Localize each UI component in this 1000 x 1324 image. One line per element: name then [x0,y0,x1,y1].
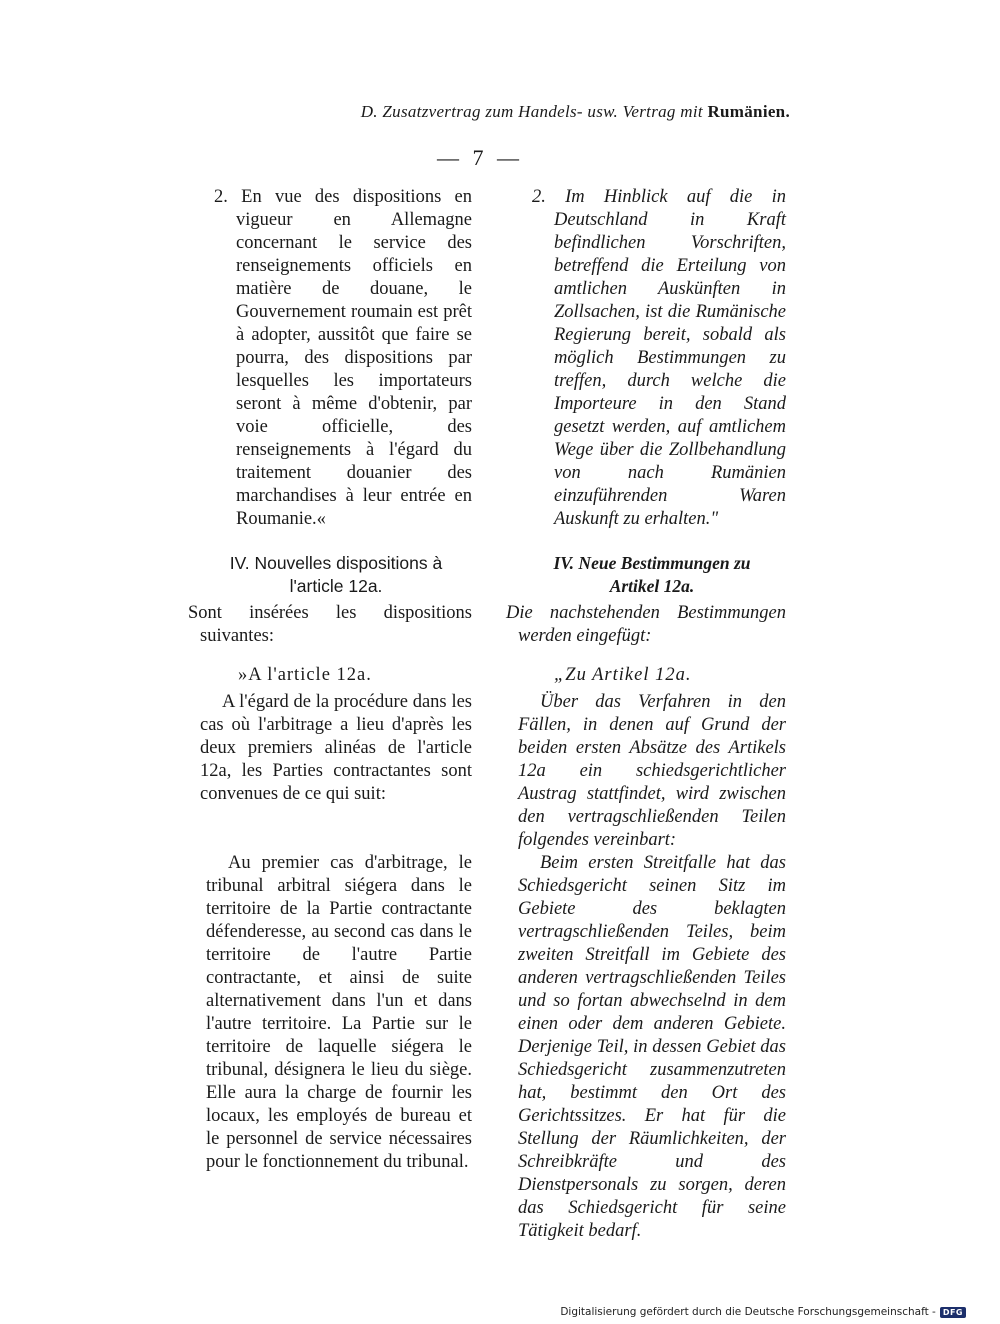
header-prefix: D. Zusatzvertrag zum Handels- usw. Vertrag mit [360,102,703,121]
french-intro: Sont insérées les dispositions suivantes: [188,603,472,646]
german-item-2-text: 2. Im Hinblick auf die in Deutschland in Kraft befindlichen Vorschriften, betreffend die Erteilung von amtlichen Auskünften in Zollsachen, ist die Rumänische Regierung bereit, sobald als möglich Bestimmungen zu treffen, durch welche die Importeure in den Stand gesetzt werden, auf amtlichem Wege über die Zollbehandlung von nach Rumänien einzuführenden Waren Auskunft zu erhalten." [532,187,786,529]
dfg-logo-icon: DFG [940,1307,966,1318]
digitization-footer [560,1306,966,1318]
german-para-2: Beim ersten Streitfalle hat das Schiedsgericht seinen Sitz im Gebiete des beklagten vertragschließenden Teiles, beim zweiten Streitfall im Gebiete des anderen vertragschließenden Teiles und so fortan abwechselnd in dem einen oder dem anderen Gebiete. Derjenige Teil, in dessen Gebiet das Schiedsgericht zusammenzutreten hat, bestimmt den Ort des Gerichtssitzes. Er hat für die Stellung der Räumlichkeiten, der Schreibkräfte und des Dienstpersonals zu sorgen, deren das Schiedsgericht für seine Tätigkeit bedarf. [518,853,786,1241]
german-para-1: Über das Verfahren in den Fällen, in denen auf Grund der beiden ersten Absätze des Artikels 12a ein schiedsgerichtlicher Austrag stattfindet, wird zwischen den vertragschließenden Teilen folgendes vereinbart: [518,692,786,850]
german-item-2 [518,186,786,531]
french-paragraph-2 [206,852,472,1174]
german-paragraph-2 [518,852,786,1243]
footer-text: Digitalisierung gefördert durch die Deutsche Forschungsgemeinschaft - [560,1306,936,1318]
running-header [340,102,790,122]
french-item-2-text: 2. En vue des dispositions en vigueur en Allemagne concernant le service des renseignements officiels en matière de douane, le Gouvernement roumain est prêt à adopter, aussitôt que faire se pourra, des dispositions par lesquelles les importateurs seront à même d'obtenir, par voie officielle, des renseignements à l'égard du traitement douanier des marchandises à leur entrée en Roumanie.« [214,187,472,529]
french-para-2: Au premier cas d'arbitrage, le tribunal arbitral siégera dans le territoire de la Partie contractante défenderesse, au second cas dans le territoire de l'autre Partie contractante, et ainsi de suite alternativement dans l'un et dans l'autre territoire. La Partie sur le territoire de laquelle siégera le tribunal, désignera le lieu du siège. Elle aura la charge de fournir les locaux, les employés de bureau et le personnel de service nécessaires pour le fonctionnement du tribunal. [206,853,472,1172]
german-intro: Die nachstehenden Bestimmungen werden eingefügt: [506,603,786,646]
german-section-heading: IV. Neue Bestimmungen zu Artikel 12a. [553,553,751,596]
french-para-1: A l'égard de la procédure dans les cas où l'arbitrage a lieu d'après les deux premiers alinéas de l'article 12a, les Parties contractantes sont convenues de ce qui suit: [200,692,472,804]
french-section-iv [188,552,472,648]
german-article [518,664,786,852]
header-country: Rumänien. [707,102,790,121]
german-section-iv [506,552,786,648]
french-article [200,664,472,806]
french-article-title: »A l'article 12a. [238,665,372,685]
french-item-2 [200,186,472,531]
page-number: — 7 — [437,145,523,170]
german-article-title: „Zu Artikel 12a. [554,665,692,685]
french-section-heading: IV. Nouvelles dispositions à l'article 12a. [229,553,443,596]
